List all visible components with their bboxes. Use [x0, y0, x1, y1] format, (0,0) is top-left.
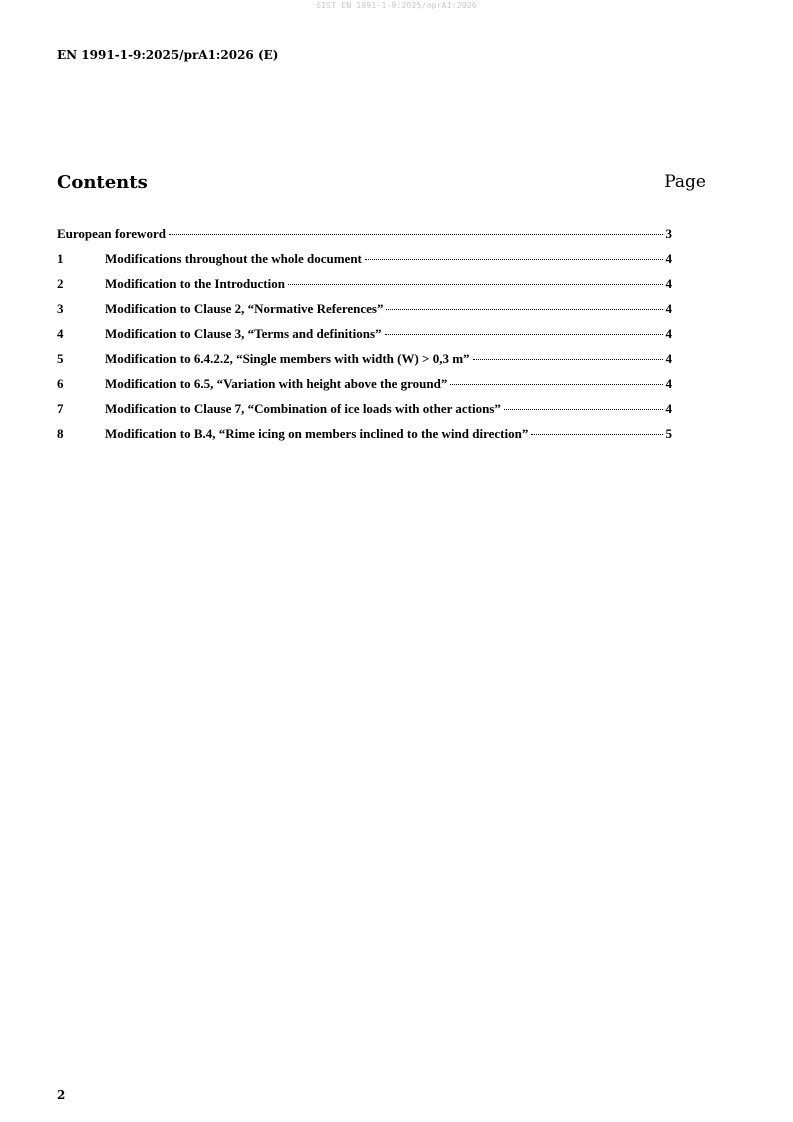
toc-entry-title[interactable]: Modification to B.4, “Rime icing on members inclined to the wind direction” [105, 426, 529, 441]
toc-entry-title[interactable]: Modification to the Introduction [105, 276, 285, 291]
toc-dot-leader [386, 309, 662, 310]
toc-entry-title[interactable]: Modification to Clause 3, “Terms and definitions” [105, 326, 382, 341]
toc-entry-number: 7 [57, 401, 64, 416]
toc-dot-leader [504, 409, 663, 410]
toc-entry-title[interactable]: Modification to 6.4.2.2, “Single members with width (W) > 0,3 m” [105, 351, 470, 366]
toc-entry-number: 3 [57, 301, 64, 316]
toc-entry-3[interactable] [57, 301, 672, 326]
toc-entry-page: 4 [665, 376, 672, 391]
toc-entry-6[interactable] [57, 376, 672, 401]
toc-dot-leader [450, 384, 662, 385]
watermark: SIST EN 1991-1-9:2025/oprA1:2026 [316, 1, 477, 10]
page-column-heading: Page [664, 172, 706, 192]
toc-entry-page: 5 [665, 426, 672, 441]
toc-dot-leader [288, 284, 663, 285]
toc-entry-page: 4 [665, 401, 672, 416]
toc-entry-number: 1 [57, 251, 64, 266]
toc-entry-5[interactable] [57, 351, 672, 376]
document-identifier: EN 1991-1-9:2025/prA1:2026 (E) [57, 48, 279, 62]
toc-dot-leader [531, 434, 662, 435]
toc-entry-title[interactable]: European foreword [57, 226, 166, 241]
toc-entry-foreword[interactable] [57, 226, 672, 251]
footer-page-number: 2 [57, 1088, 66, 1102]
contents-heading: Contents [57, 172, 148, 193]
toc-entry-title[interactable]: Modification to 6.5, “Variation with height above the ground” [105, 376, 448, 391]
toc-entry-page: 4 [665, 351, 672, 366]
toc-entry-number: 6 [57, 376, 64, 391]
toc-entry-page: 3 [665, 226, 672, 241]
toc-entry-4[interactable] [57, 326, 672, 351]
toc-entry-1[interactable] [57, 251, 672, 276]
toc-dot-leader [169, 234, 663, 235]
toc-entry-number: 8 [57, 426, 64, 441]
toc-entry-number: 2 [57, 276, 64, 291]
table-of-contents [57, 226, 672, 451]
toc-entry-number: 5 [57, 351, 64, 366]
toc-entry-number: 4 [57, 326, 64, 341]
toc-dot-leader [365, 259, 663, 260]
toc-entry-2[interactable] [57, 276, 672, 301]
toc-entry-page: 4 [665, 251, 672, 266]
toc-entry-page: 4 [665, 326, 672, 341]
toc-entry-title[interactable]: Modification to Clause 2, “Normative References” [105, 301, 384, 316]
toc-dot-leader [473, 359, 663, 360]
toc-entry-title[interactable]: Modifications throughout the whole document [105, 251, 362, 266]
toc-entry-page: 4 [665, 301, 672, 316]
toc-dot-leader [385, 334, 663, 335]
toc-entry-8[interactable] [57, 426, 672, 451]
toc-entry-7[interactable] [57, 401, 672, 426]
toc-entry-page: 4 [665, 276, 672, 291]
toc-entry-title[interactable]: Modification to Clause 7, “Combination of ice loads with other actions” [105, 401, 501, 416]
